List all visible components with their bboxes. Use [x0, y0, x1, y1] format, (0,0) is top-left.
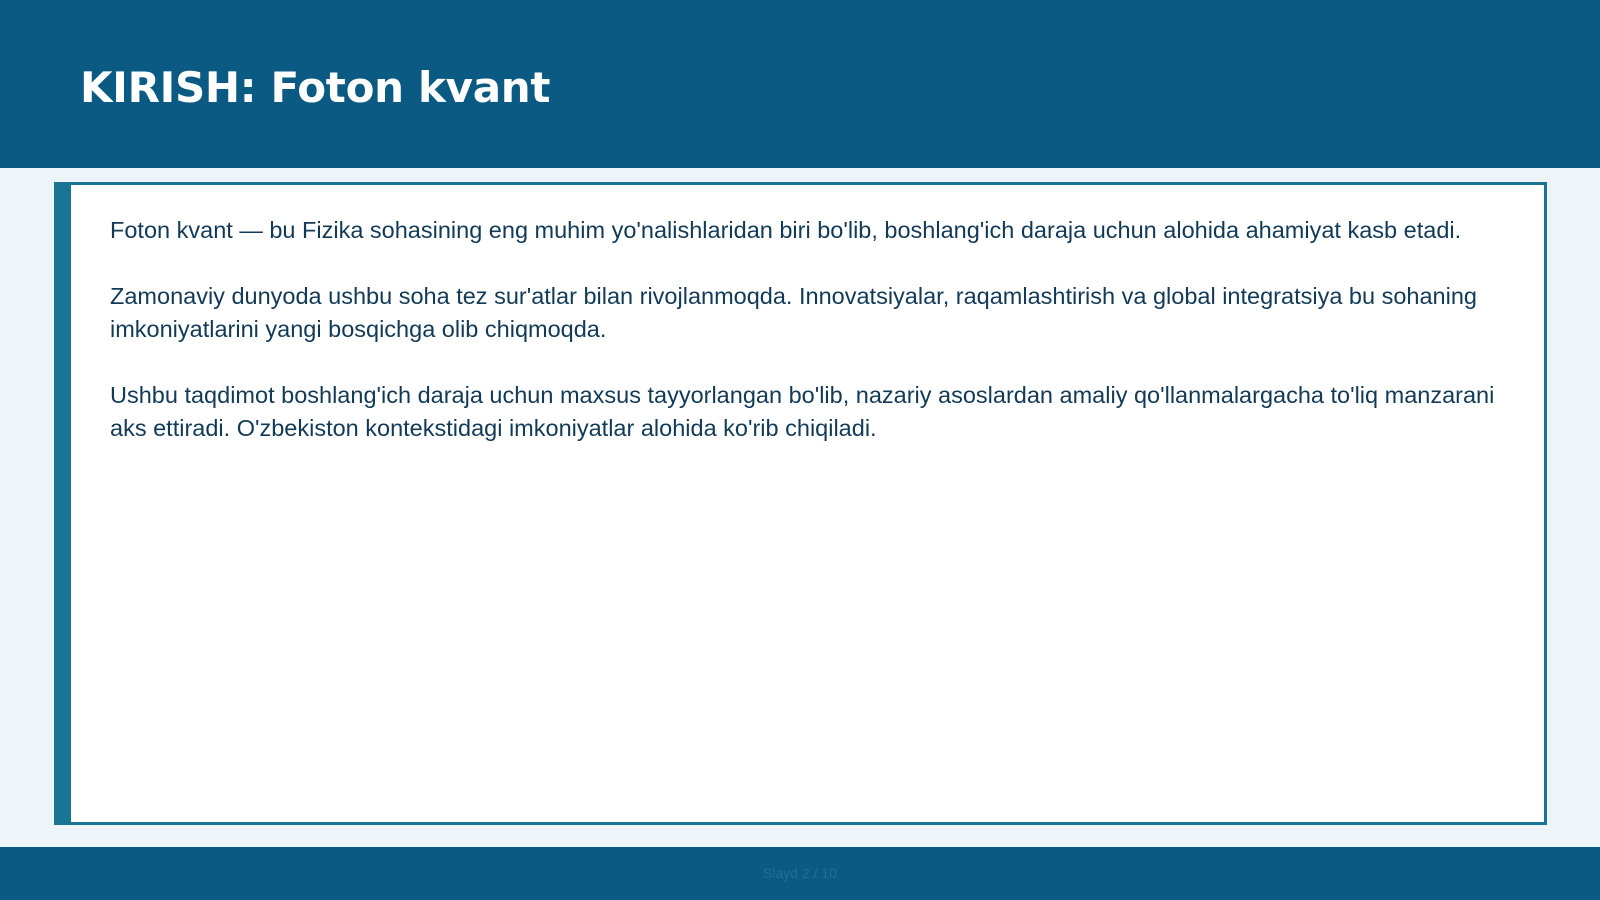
slide-header — [0, 0, 1600, 168]
slide-title: KIRISH: Foton kvant — [80, 63, 551, 112]
paragraph-introduction: Foton kvant — bu Fizika sohasining eng muhim yo'nalishlaridan biri bo'lib, boshlang'ich daraja uchun alohida ahamiyat kasb etadi. — [110, 217, 1462, 243]
paragraph-modern-development: Zamonaviy dunyoda ushbu soha tez sur'atlar bilan rivojlanmoqda. Innovatsiyalar, raqamlashtirish va global integratsiya bu sohaning imkoniyatlarini yangi bosqichga olib chiqmoqda. — [110, 283, 1477, 342]
paragraph-presentation-scope: Ushbu taqdimot boshlang'ich daraja uchun maxsus tayyorlangan bo'lib, nazariy asoslardan amaliy qo'llanmalargacha to'liq manzarani aks ettiradi. O'zbekiston kontekstidagi imkoniyatlar alohida ko'rib chiqiladi. — [110, 382, 1495, 441]
slide-footer — [0, 847, 1600, 900]
content-card — [54, 182, 1547, 825]
slide-number: Slayd 2 / 10 — [763, 865, 837, 881]
content-text — [110, 214, 1502, 478]
